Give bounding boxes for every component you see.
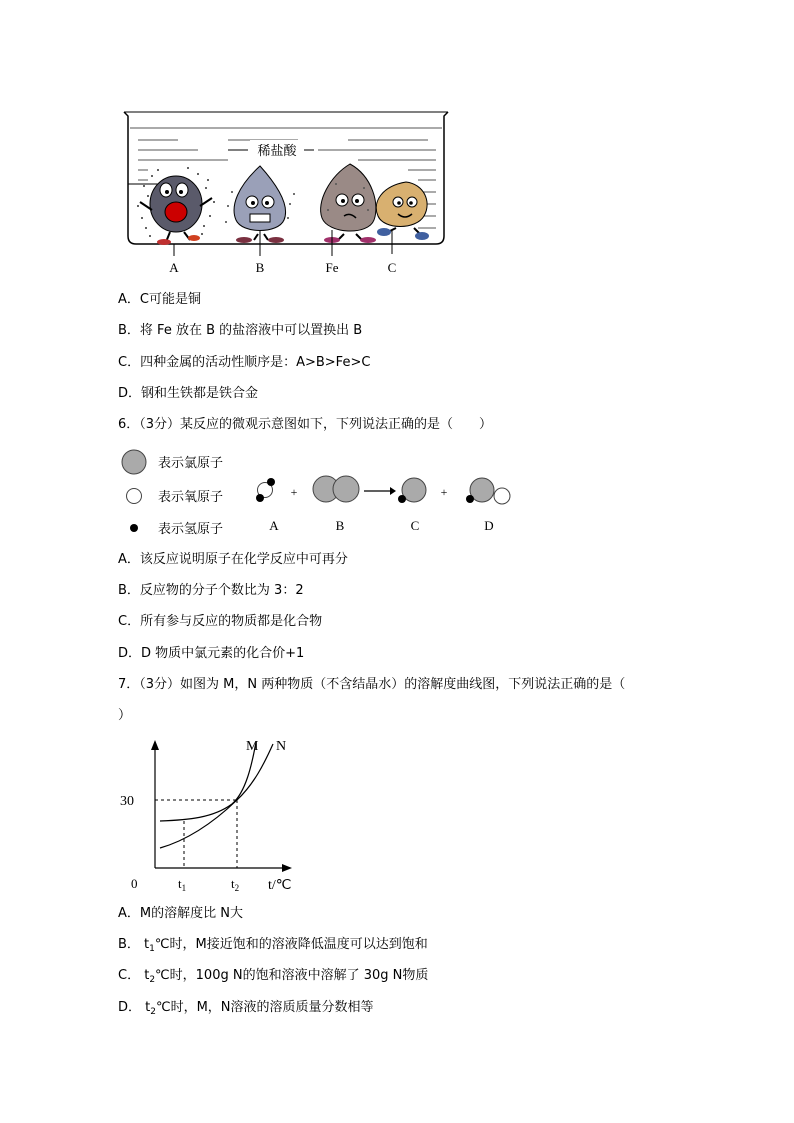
q7-stem-line1: 7．（3分）如图为 M，N 两种物质（不含结晶水）的溶解度曲线图，下列说法正确的是（ bbox=[118, 677, 626, 692]
q5-option-d: D．钢和生铁都是铁合金 bbox=[118, 386, 259, 401]
q7-option-b: B． $t_1℃$时，M接近饱和的溶液降低温度可以达到饱和 bbox=[118, 937, 428, 954]
x-axis-arrow bbox=[282, 864, 292, 872]
curve-n bbox=[160, 744, 273, 848]
molecule-label-a: A bbox=[269, 518, 279, 533]
beaker-figure bbox=[118, 106, 453, 278]
curve-label-m: M bbox=[246, 739, 259, 754]
metal-label-a: A bbox=[169, 260, 179, 275]
curve-m bbox=[160, 742, 256, 821]
q6-option-b: B．反应物的分子个数比为 3：2 bbox=[118, 583, 304, 598]
q5-option-c: C．四种金属的活动性顺序是：A>B>Fe>C bbox=[118, 355, 371, 370]
legend-hydrogen-icon bbox=[130, 524, 138, 532]
legend-chlorine-label: 表示氯原子 bbox=[158, 456, 224, 471]
metal-a-figure bbox=[137, 167, 215, 245]
plus-2: + bbox=[440, 485, 448, 499]
reaction-arrow bbox=[364, 487, 396, 495]
legend-chlorine-icon bbox=[122, 450, 146, 474]
q6-reaction-diagram bbox=[118, 444, 538, 540]
q5-option-b: B．将 Fe 放在 B 的盐溶液中可以置换出 B bbox=[118, 323, 363, 338]
q6-option-c: C．所有参与反应的物质都是化合物 bbox=[118, 614, 323, 629]
x-tick-t1: $t_1$ bbox=[178, 876, 187, 893]
q6-option-a: A．该反应说明原子在化学反应中可再分 bbox=[118, 552, 348, 567]
q7-option-a: A．M的溶解度比 N大 bbox=[118, 906, 243, 921]
metal-fe-figure bbox=[321, 164, 376, 243]
curve-label-n: N bbox=[276, 739, 287, 754]
q5-option-a: A．C可能是铜 bbox=[118, 292, 201, 307]
metal-c-figure bbox=[376, 182, 429, 240]
molecule-label-d: D bbox=[484, 518, 494, 533]
metal-label-c: C bbox=[387, 260, 397, 275]
q7-option-c: C． $t_2℃$时，100g N的饱和溶液中溶解了 30g N物质 bbox=[118, 968, 429, 985]
origin-label: 0 bbox=[131, 876, 138, 891]
molecule-label-b: B bbox=[335, 518, 345, 533]
q7-stem-line2: ） bbox=[118, 708, 132, 723]
x-axis-label: t/℃ bbox=[268, 878, 292, 893]
molecule-c bbox=[398, 478, 426, 503]
molecule-d bbox=[466, 478, 510, 504]
solution-label: 稀盐酸 bbox=[257, 144, 297, 159]
q6-stem: 6．（3分）某反应的微观示意图如下，下列说法正确的是（ ） bbox=[118, 417, 493, 432]
q7-option-d: D． $t_2℃$时，M，N溶液的溶质质量分数相等 bbox=[118, 1000, 374, 1017]
y-tick-30: 30 bbox=[120, 794, 134, 809]
legend-hydrogen-label: 表示氢原子 bbox=[158, 522, 224, 537]
molecule-a bbox=[256, 478, 275, 502]
molecule-label-c: C bbox=[410, 518, 420, 533]
y-axis-arrow bbox=[151, 740, 159, 750]
legend-oxygen-label: 表示氧原子 bbox=[158, 490, 224, 505]
solubility-chart bbox=[118, 734, 308, 894]
q6-option-d: D．D 物质中氯元素的化合价+1 bbox=[118, 646, 305, 661]
x-tick-t2: $t_2$ bbox=[231, 876, 240, 893]
metal-label-b: B bbox=[255, 260, 265, 275]
molecule-b bbox=[313, 476, 359, 502]
plus-1: + bbox=[290, 485, 298, 499]
legend-oxygen-icon bbox=[127, 489, 142, 504]
metal-label-fe: Fe bbox=[325, 260, 339, 275]
